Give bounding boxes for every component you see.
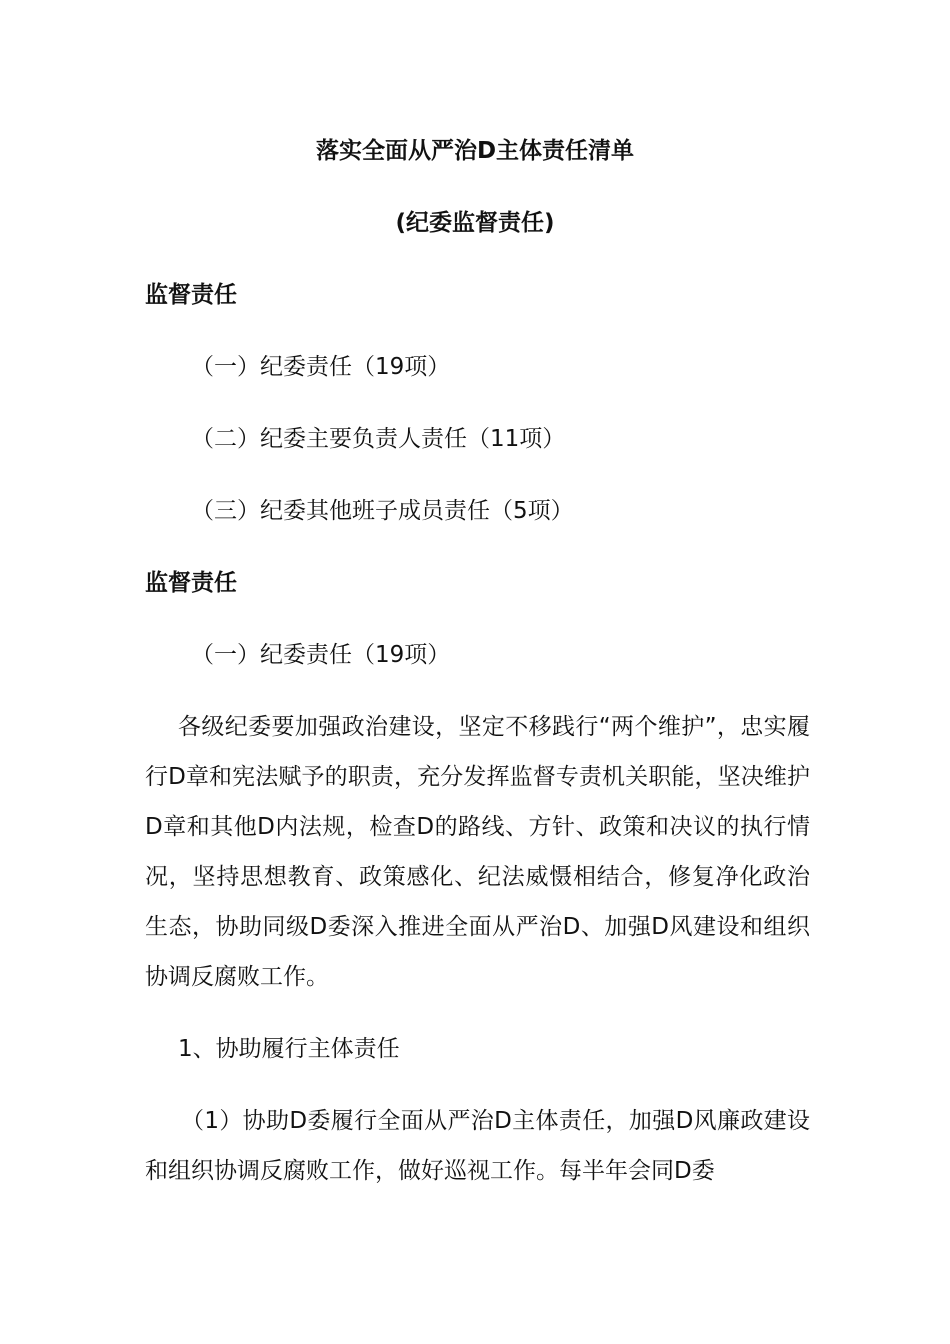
document-subtitle: (纪委监督责任) <box>395 210 555 236</box>
body-paragraph-2: （1）协助D委履行全面从严治D主体责任，加强D风廉政建设和组织协调反腐败工作，做好巡视工作。每半年会同D委 <box>145 1108 810 1184</box>
body-paragraph-1: 各级纪委要加强政治建设，坚定不移践行“两个维护”，忠实履行D章和宪法赋予的职责，充分发挥监督专责机关职能，坚决维护D章和其他D内法规，检查D的路线、方针、政策和决议的执行情况，坚持思想教育、政策感化、纪法威慑相结合，修复净化政治生态，协助同级D委深入推进全面从严治D、加强D风建设和组织协调反腐败工作。 <box>145 714 810 990</box>
toc-item-2: （二）纪委主要负责人责任（11项） <box>191 426 566 452</box>
toc-item-1: （一）纪委责任（19项） <box>191 354 451 380</box>
section-title: （一）纪委责任（19项） <box>191 642 451 668</box>
toc-item-3: （三）纪委其他班子成员责任（5项） <box>191 498 574 524</box>
subsection-title: 1、协助履行主体责任 <box>178 1036 400 1062</box>
document-title: 落实全面从严治D主体责任清单 <box>315 138 635 164</box>
section-heading-1: 监督责任 <box>145 282 237 308</box>
section-heading-2: 监督责任 <box>145 570 237 596</box>
